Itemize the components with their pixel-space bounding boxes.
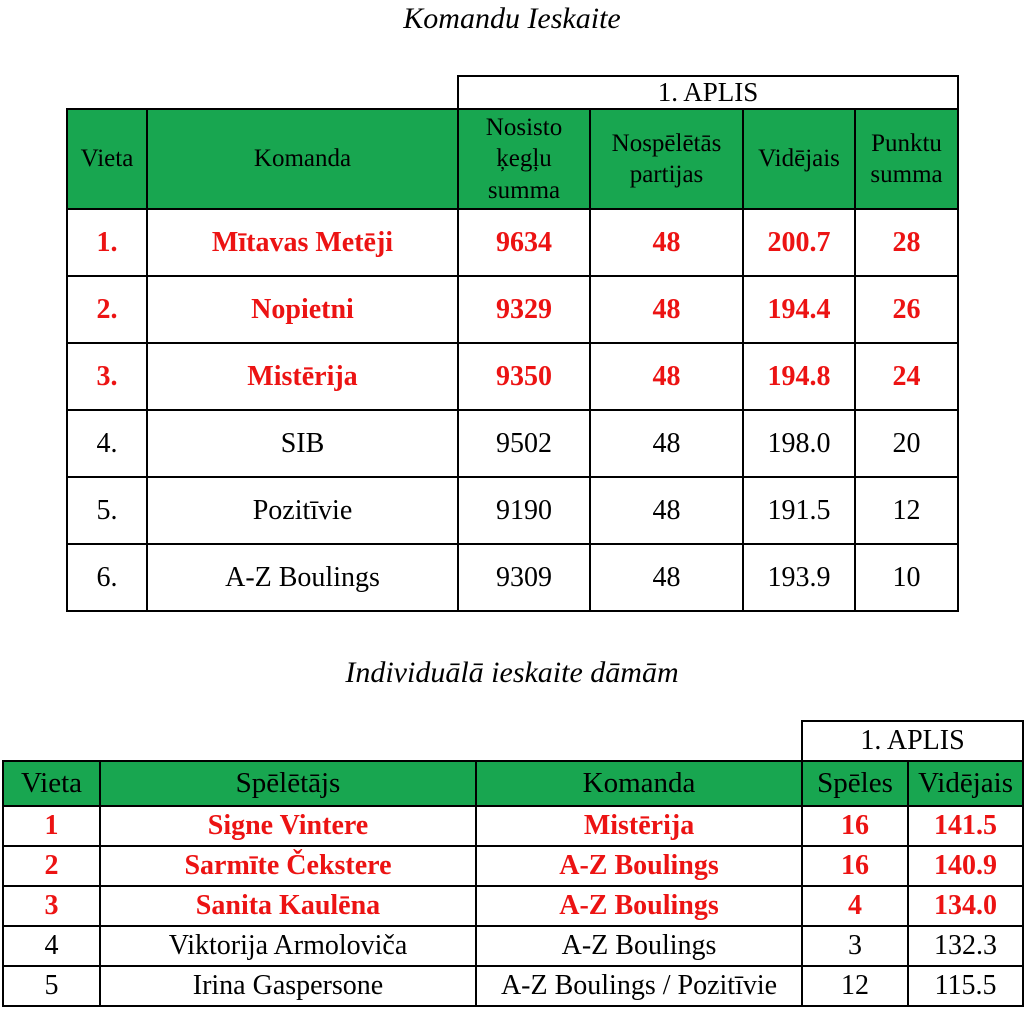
cell-team-name: A-Z Boulings (476, 886, 802, 926)
cell-pins-total: 9329 (458, 276, 590, 343)
cell-games: 16 (802, 806, 908, 846)
column-header-rank: Vieta (3, 761, 100, 806)
cell-points: 28 (855, 209, 958, 276)
table-row (3, 846, 1023, 886)
cell-rank: 5. (67, 477, 147, 544)
cell-rank: 5 (3, 966, 100, 1006)
cell-points: 24 (855, 343, 958, 410)
cell-player-name: Sanita Kaulēna (100, 886, 476, 926)
table-row (67, 209, 958, 276)
column-header-average: Vidējais (743, 109, 855, 209)
cell-points: 26 (855, 276, 958, 343)
cell-rank: 4. (67, 410, 147, 477)
cell-average: 194.8 (743, 343, 855, 410)
cell-pins-total: 9502 (458, 410, 590, 477)
team-table-header-row (67, 109, 958, 209)
cell-average: 198.0 (743, 410, 855, 477)
column-header-player: Spēlētājs (100, 761, 476, 806)
cell-pins-total: 9309 (458, 544, 590, 611)
cell-average: 134.0 (908, 886, 1023, 926)
round-header-row (67, 76, 958, 109)
cell-pins-total: 9634 (458, 209, 590, 276)
cell-player-name: Sarmīte Čekstere (100, 846, 476, 886)
cell-rank: 2 (3, 846, 100, 886)
cell-games-played: 48 (590, 209, 743, 276)
column-header-games-played: Nospēlētās partijas (590, 109, 743, 209)
column-header-rank: Vieta (67, 109, 147, 209)
cell-team-name: Mistērija (476, 806, 802, 846)
cell-points: 20 (855, 410, 958, 477)
cell-team-name: A-Z Boulings (476, 926, 802, 966)
cell-average: 194.4 (743, 276, 855, 343)
table-row (67, 276, 958, 343)
cell-player-name: Signe Vintere (100, 806, 476, 846)
cell-team-name: Nopietni (147, 276, 458, 343)
cell-games: 16 (802, 846, 908, 886)
round-header-row (3, 721, 1023, 761)
individual-standings-title: Individuālā ieskaite dāmām (345, 656, 679, 689)
cell-games-played: 48 (590, 544, 743, 611)
table-row (67, 410, 958, 477)
cell-average: 115.5 (908, 966, 1023, 1006)
empty-spacer (3, 721, 802, 761)
round-header-cell: 1. APLIS (458, 76, 958, 109)
cell-games-played: 48 (590, 410, 743, 477)
cell-rank: 1 (3, 806, 100, 846)
cell-rank: 4 (3, 926, 100, 966)
cell-games: 4 (802, 886, 908, 926)
column-header-team: Komanda (147, 109, 458, 209)
round-header-cell: 1. APLIS (802, 721, 1023, 761)
cell-games-played: 48 (590, 477, 743, 544)
table-row (3, 886, 1023, 926)
team-standings-title: Komandu Ieskaite (403, 2, 621, 35)
cell-average: 191.5 (743, 477, 855, 544)
column-header-team: Komanda (476, 761, 802, 806)
cell-team-name: Mistērija (147, 343, 458, 410)
cell-games-played: 48 (590, 276, 743, 343)
cell-games: 3 (802, 926, 908, 966)
cell-games-played: 48 (590, 343, 743, 410)
column-header-games: Spēles (802, 761, 908, 806)
column-header-pins-total: Nosisto ķegļu summa (458, 109, 590, 209)
cell-team-name: Mītavas Metēji (147, 209, 458, 276)
cell-team-name: A-Z Boulings (147, 544, 458, 611)
table-row (3, 926, 1023, 966)
empty-spacer (67, 76, 458, 109)
cell-points: 12 (855, 477, 958, 544)
table-row (67, 477, 958, 544)
cell-team-name: A-Z Boulings (476, 846, 802, 886)
cell-player-name: Irina Gaspersone (100, 966, 476, 1006)
team-standings-table (66, 75, 959, 612)
cell-average: 200.7 (743, 209, 855, 276)
column-header-average: Vidējais (908, 761, 1023, 806)
cell-team-name: SIB (147, 410, 458, 477)
table-row (67, 544, 958, 611)
individual-table-header-row (3, 761, 1023, 806)
table-row (67, 343, 958, 410)
cell-rank: 6. (67, 544, 147, 611)
cell-average: 193.9 (743, 544, 855, 611)
cell-team-name: A-Z Boulings / Pozitīvie (476, 966, 802, 1006)
cell-player-name: Viktorija Armoloviča (100, 926, 476, 966)
cell-rank: 3 (3, 886, 100, 926)
table-row (3, 806, 1023, 846)
cell-average: 141.5 (908, 806, 1023, 846)
cell-points: 10 (855, 544, 958, 611)
individual-standings-table (2, 720, 1024, 1007)
cell-average: 140.9 (908, 846, 1023, 886)
table-row (3, 966, 1023, 1006)
column-header-points-total: Punktu summa (855, 109, 958, 209)
cell-rank: 1. (67, 209, 147, 276)
cell-games: 12 (802, 966, 908, 1006)
cell-team-name: Pozitīvie (147, 477, 458, 544)
cell-pins-total: 9350 (458, 343, 590, 410)
cell-rank: 3. (67, 343, 147, 410)
cell-pins-total: 9190 (458, 477, 590, 544)
cell-rank: 2. (67, 276, 147, 343)
cell-average: 132.3 (908, 926, 1023, 966)
